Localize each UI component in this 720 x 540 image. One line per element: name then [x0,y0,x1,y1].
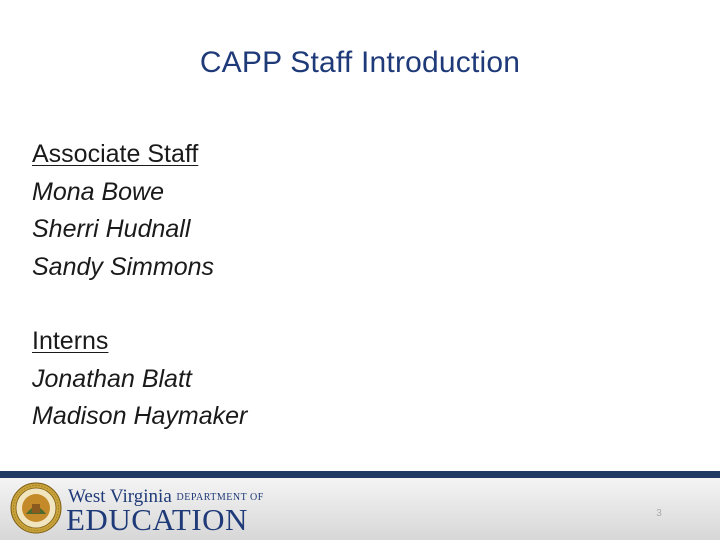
state-seal-icon [10,482,62,534]
section-heading: Interns [32,327,109,355]
slide-content [32,136,247,436]
logo-department-of: DEPARTMENT OF [176,492,264,503]
staff-name: Mona Bowe [32,177,165,206]
footer-divider [0,471,720,478]
footer-bar [0,478,720,540]
logo-education: EDUCATION [66,502,248,537]
intern-name: Jonathan Blatt [32,364,192,393]
section-associate-staff [32,136,247,286]
intern-name: Madison Haymaker [32,402,248,430]
staff-name: Sherri Hudnall [32,215,191,243]
page-number: 3 [656,508,662,519]
logo-state-name: West Virginia DEPARTMENT OF [68,486,264,507]
slide-title: CAPP Staff Introduction [199,46,521,79]
staff-name: Sandy Simmons [32,252,215,281]
section-heading: Associate Staff [32,140,199,168]
section-interns [32,323,247,436]
